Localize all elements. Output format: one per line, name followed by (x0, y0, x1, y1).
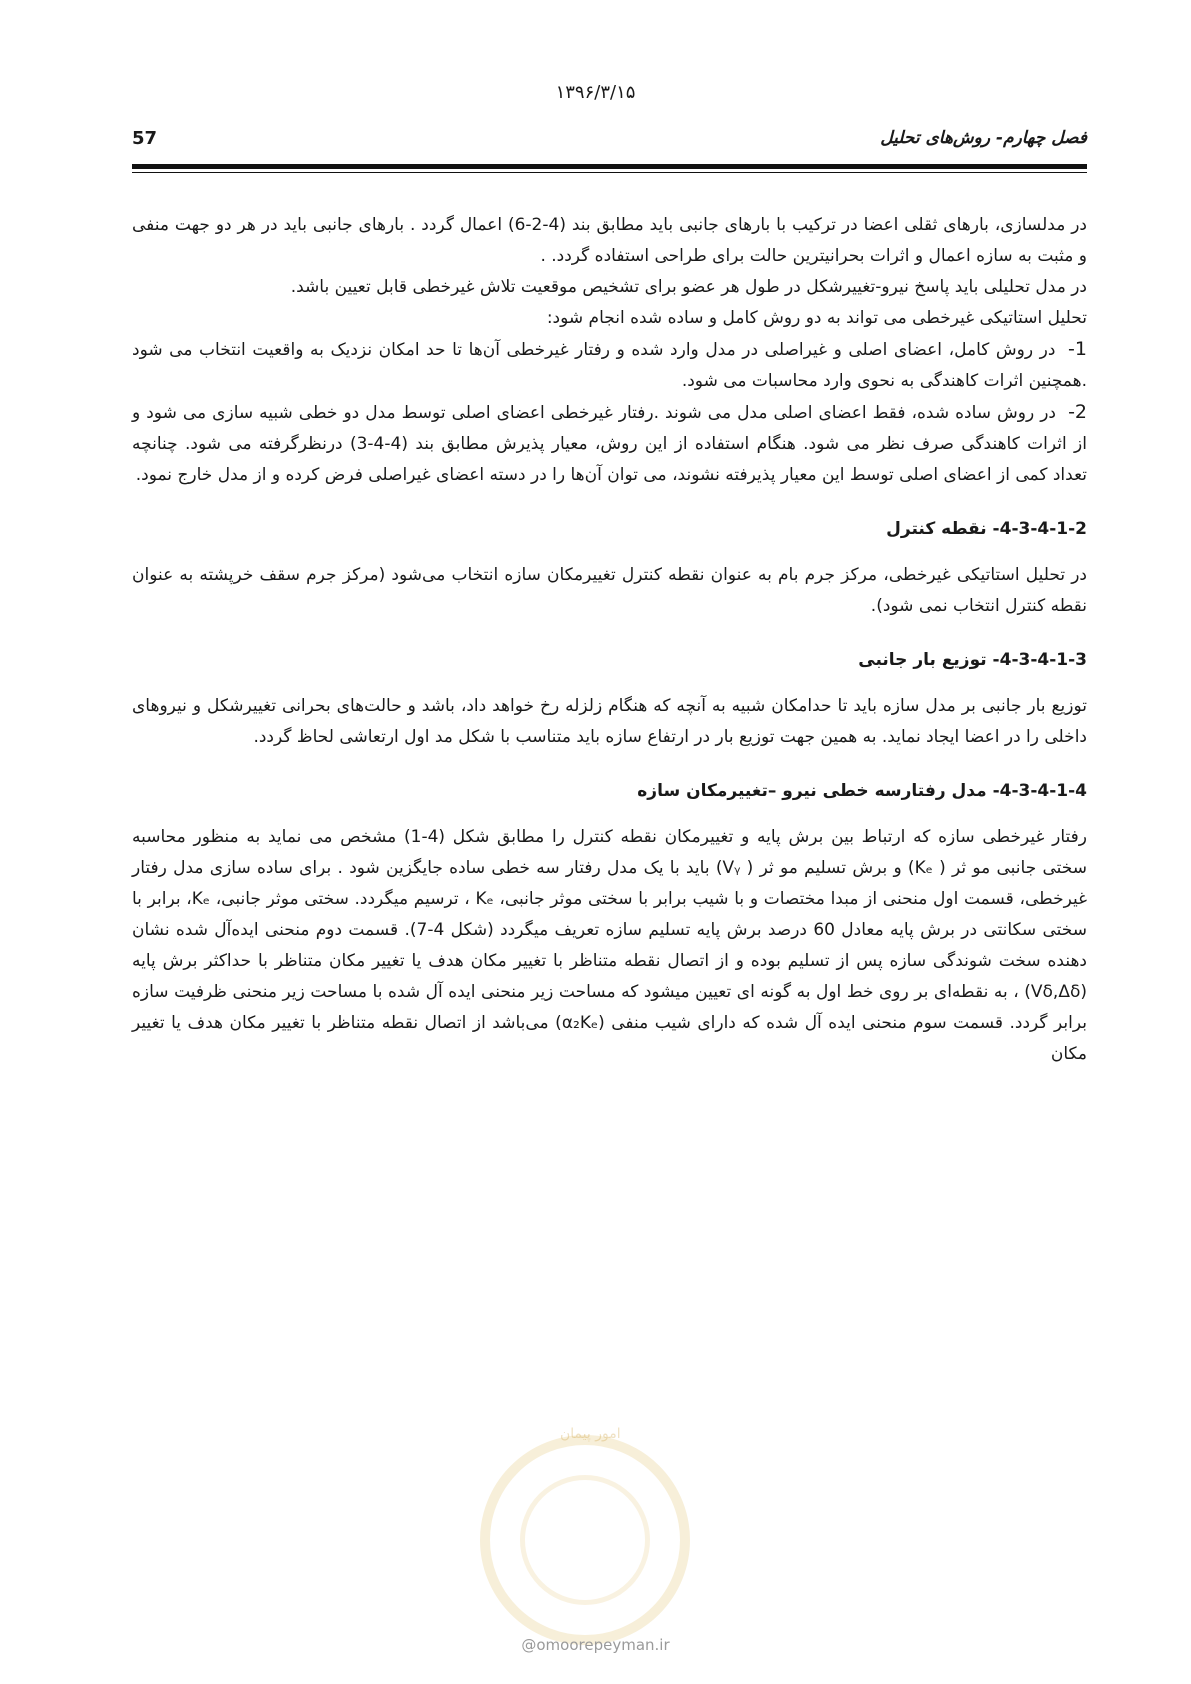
watermark-seal-text: امور پیمان (560, 1426, 621, 1442)
page-header (132, 128, 1087, 158)
watermark-url: @omoorepeyman.ir (521, 1636, 670, 1654)
page-number: 57 (132, 128, 158, 149)
chapter-title: فصل چهارم- روش‌های تحلیل (880, 128, 1087, 148)
page-date: ۱۳۹۶/۳/۱۵ (555, 82, 636, 103)
paragraph: در مدل تحلیلی باید پاسخ نیرو-تغییرشکل در طول هر عضو برای تشخیص موقعیت تلاش غیرخطی قابل تعیین باشد. (290, 277, 1087, 297)
section-body: در تحلیل استاتیکی غیرخطی، مرکز جرم بام به عنوان نقطه کنترل تغییرمکان سازه انتخاب می‌شود (مرکز جرم سقف خرپشته به عنوان نقطه کنترل انتخاب نمی شود). (132, 565, 1087, 616)
list-item-text: در روش ساده شده، فقط اعضای اصلی مدل می شوند .رفتار غیرخطی اعضای اصلی توسط مدل دو خطی شبیه سازی می شود و از اثرات کاهندگی صرف نظر می شود. هنگام استفاده از این روش، معیار پذیرش مطابق بند (4-4-3) درنظرگرفته می شود. چنانچه تعداد کمی از اعضای اصلی توسط این معیار پذیرفته نشوند، می توان آن‌ها را در دسته اعضای غیراصلی فرض کرده و از مدل خارج نمود. (132, 403, 1087, 485)
list-item-number: 2- (1068, 401, 1088, 423)
header-rule-thin (132, 172, 1087, 173)
list-item-number: 1- (1068, 338, 1087, 360)
section-heading: 4-3-4-1-2- نقطه کنترل (886, 519, 1087, 539)
section-body: رفتار غیرخطی سازه که ارتباط بین برش پایه و تغییرمکان نقطه کنترل را مطابق شکل (4-1) مشخص می نماید به منظور محاسبه سختی جانبی مو ثر ( Kₑ) و برش تسلیم مو ثر ( Vᵧ) باید با یک مدل رفتار سه خطی ساده جایگزین شود . برای ساده سازی مدل رفتار غیرخطی، قسمت اول منحنی از مبدا مختصات و با شیب برابر با سختی موثر جانبی، Kₑ ، ترسیم میگردد. سختی موثر جانبی، Kₑ، برابر با سختی سکانتی در برش پایه معادل 60 درصد برش پایه تسلیم سازه تعریف میگردد (شکل 4-7). قسمت دوم منحنی ایده‌آل شده نشان دهنده سخت شوندگی سازه پس از تسلیم بوده و از اتصال نقطه متناظر با تغییر مکان هدف یا تغییر مکان متناظر با حداکثر برش پایه (Vδ,Δδ) ، به نقطه‌ای بر روی خط اول به گونه ای تعیین میشود که مساحت زیر منحنی ایده آل شده با مساحت زیر منحنی ظرفیت سازه برابر گردد. قسمت سوم منحنی ایده آل شده که دارای شیب منفی (α₂Kₑ) می‌باشد از اتصال نقطه متناظر با تغییر مکان هدف یا تغییر مکان (132, 827, 1088, 1064)
watermark-seal (480, 1435, 690, 1645)
section-body: توزیع بار جانبی بر مدل سازه باید تا حدامکان شبیه به آنچه که هنگام زلزله رخ خواهد داد، باشد و حالت‌های بحرانی تغییرشکل و نیروهای داخلی را در اعضا ایجاد نماید. به همین جهت توزیع بار در ارتفاع سازه باید متناسب با شکل مد اول ارتعاشی لحاظ گردد. (132, 696, 1087, 747)
list-item (132, 334, 1087, 397)
paragraph: تحلیل استاتیکی غیرخطی می تواند به دو روش کامل و ساده شده انجام شود: (546, 308, 1087, 328)
section-heading: 4-3-4-1-4- مدل رفتارسه خطی نیرو –تغییرمکان سازه (637, 781, 1087, 801)
section-heading: 4-3-4-1-3- توزیع بار جانبی (858, 650, 1087, 670)
header-rule-thick (132, 164, 1087, 169)
list-item (132, 397, 1087, 491)
watermark-seal-inner (520, 1475, 650, 1605)
paragraph: در مدلسازی، بارهای ثقلی اعضا در ترکیب با بارهای جانبی باید مطابق بند (4-2-6) اعمال گردد . بارهای جانبی باید در هر دو جهت منفی و مثبت به سازه اعمال و اثرات بحرانیترین حالت برای طراحی استفاده گردد. . (132, 215, 1087, 266)
page-content (132, 210, 1087, 1070)
list-item-text: در روش کامل، اعضای اصلی و غیراصلی در مدل وارد شده و رفتار غیرخطی آن‌ها تا حد امکان نزدیک به واقعیت انتخاب می شود .همچنین اثرات کاهندگی به نحوی وارد محاسبات می شود. (132, 340, 1087, 391)
